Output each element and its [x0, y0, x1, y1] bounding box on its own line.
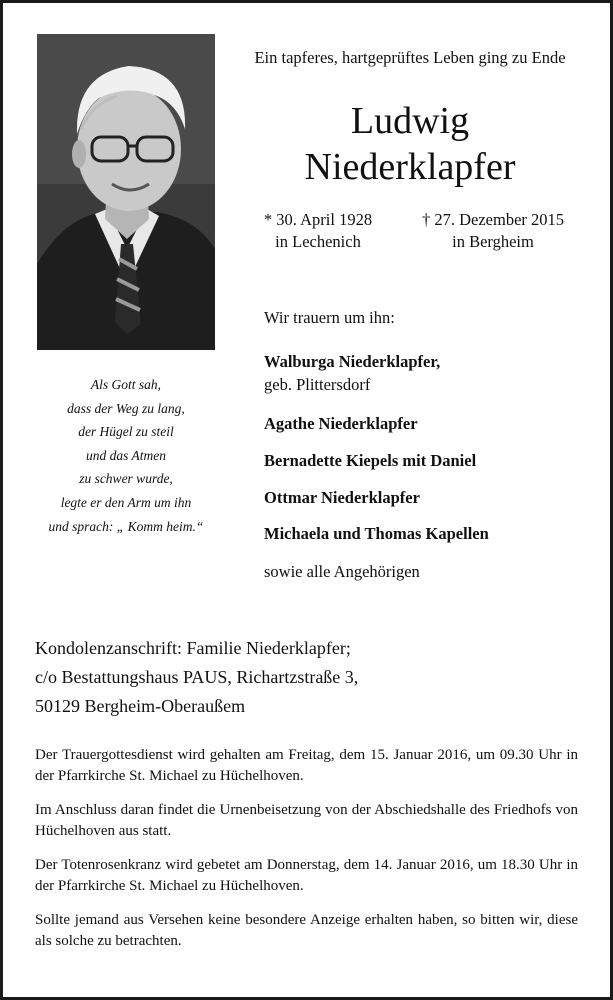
- birth-place: in Lechenich: [275, 232, 361, 251]
- service-notes: [35, 745, 578, 965]
- family-member-note: geb. Plittersdorf: [264, 375, 371, 394]
- address-line: 50129 Bergheim-Oberaußem: [35, 696, 246, 716]
- last-name: Niederklapfer: [304, 146, 516, 188]
- note-paragraph: Der Trauergottesdienst wird gehalten am Freitag, dem 15. Januar 2016, um 09.30 Uhr in der Pfarrkirche St. Michael zu Hüchelhoven.: [35, 747, 578, 784]
- family-member: Agathe Niederklapfer: [264, 414, 418, 433]
- poem-line: zu schwer wurde,: [79, 471, 173, 487]
- address-line: Kondolenzanschrift: Familie Niederklapfer;: [35, 638, 351, 658]
- death-date: † 27. Dezember 2015: [421, 210, 565, 229]
- portrait-illustration: [37, 34, 215, 350]
- poem-line: legte er den Arm um ihn: [60, 494, 192, 510]
- poem-line: und sprach: „ Komm heim.“: [48, 518, 204, 534]
- family-others: sowie alle Angehörigen: [264, 562, 420, 581]
- death-place: in Bergheim: [452, 232, 534, 251]
- poem-line: dass der Weg zu lang,: [67, 400, 185, 416]
- first-name: Ludwig: [350, 100, 470, 142]
- poem: [30, 373, 222, 538]
- birth-date: * 30. April 1928: [263, 210, 373, 229]
- note-paragraph: Der Totenrosenkranz wird gebetet am Donnerstag, dem 14. Januar 2016, um 18.30 Uhr in der Pfarrkirche St. Michael zu Hüchelhoven.: [35, 857, 578, 894]
- poem-line: und das Atmen: [86, 447, 166, 463]
- family-member: Ottmar Niederklapfer: [264, 488, 420, 507]
- family-member: Michaela und Thomas Kapellen: [264, 524, 489, 543]
- note-paragraph: Im Anschluss daran findet die Urnenbeisetzung von der Abschiedshalle des Friedhofs von Hüchelhoven aus statt.: [35, 802, 578, 839]
- poem-line: der Hügel zu steil: [78, 424, 174, 440]
- birth-info: [238, 209, 398, 253]
- note-paragraph: Sollte jemand aus Versehen keine besondere Anzeige erhalten haben, so bitten wir, diese als solche zu betrachten.: [35, 912, 578, 949]
- portrait-photo: [37, 34, 215, 350]
- intro-line: Ein tapferes, hartgeprüftes Leben ging zu Ende: [254, 48, 566, 67]
- poem-line: Als Gott sah,: [90, 377, 162, 392]
- condolence-address: [35, 634, 358, 721]
- family-member: Bernadette Kiepels mit Daniel: [264, 451, 477, 470]
- death-info: [408, 209, 578, 253]
- mourning-heading: Wir trauern um ihn:: [264, 308, 395, 327]
- deceased-name: [230, 98, 590, 190]
- family-member: Walburga Niederklapfer,: [264, 352, 441, 371]
- address-line: c/o Bestattungshaus PAUS, Richartzstraße 3,: [35, 667, 359, 687]
